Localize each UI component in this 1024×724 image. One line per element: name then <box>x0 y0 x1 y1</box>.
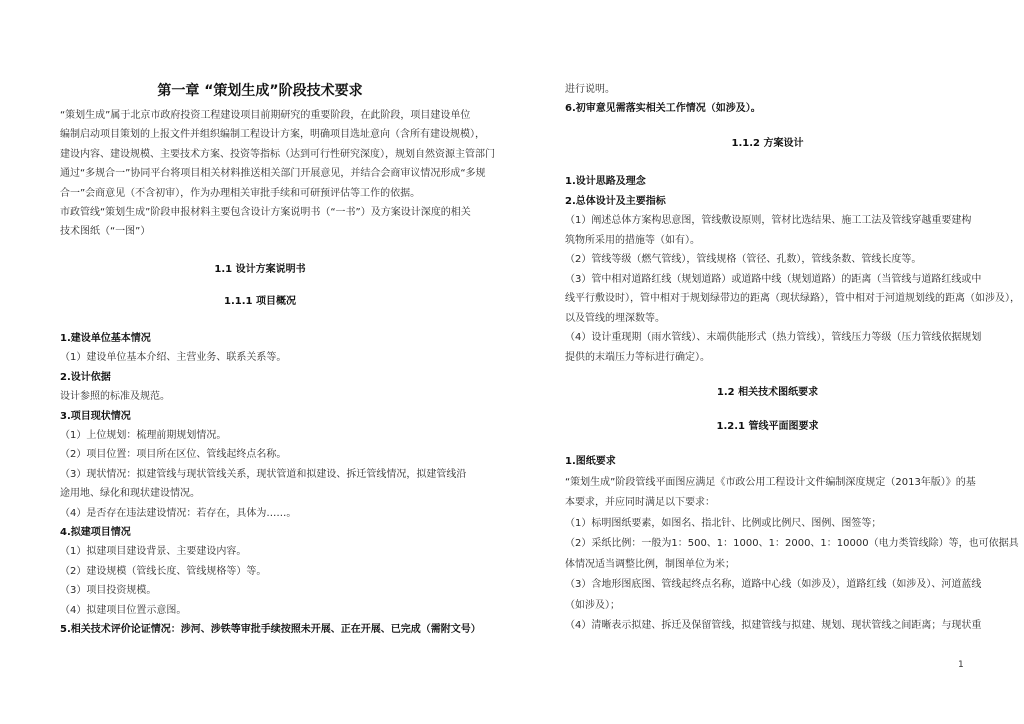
design-line: （4）设计重现期（雨水管线）、末端供能形式（热力管线），管线压力等级（压力管线依据规划 <box>565 332 982 343</box>
requirement-line: 体情况适当调整比例，制图单位为米； <box>565 558 735 570</box>
design-line: 2.总体设计及主要指标 <box>565 195 666 207</box>
section-1-1-1-heading: 1.1.1 项目概况 <box>224 296 296 307</box>
overview-line: （4）是否存在违法建设情况：若存在，具体为……。 <box>60 507 297 519</box>
design-line: 以及管线的埋深数等。 <box>565 312 665 324</box>
section-1-2-heading: 1.2 相关技术图纸要求 <box>716 387 819 398</box>
text-line: 进行说明。 <box>565 84 615 95</box>
page-number: 1 <box>958 660 964 670</box>
requirement-line: （3）含地形图底图、管线起终点名称，道路中心线（如涉及），道路红线（如涉及）、河道蓝线 <box>565 579 982 590</box>
requirement-line: 1.图纸要求 <box>565 456 616 467</box>
text-line: 6.初审意见需落实相关工作情况（如涉及）。 <box>565 103 761 114</box>
section-1-2-1-heading: 1.2.1 管线平面图要求 <box>716 421 819 432</box>
overview-line: （2）建设规模（管线长度、管线规格等）等。 <box>60 565 267 577</box>
intro-line: 通过“多规合一”协同平台将项目相关材料推送相关部门开展意见，并结合会商审议情况形成“多规 <box>60 168 486 180</box>
overview-line: 3.项目现状情况 <box>60 410 131 422</box>
overview-line: （1）上位规划：梳理前期规划情况。 <box>60 430 227 441</box>
section-1-1-2-heading: 1.1.2 方案设计 <box>731 138 804 149</box>
requirement-line: 本要求，并应同时满足以下要求： <box>565 497 715 508</box>
overview-line: 途用地、绿化和现状建设情况。 <box>60 488 200 500</box>
requirement-line: “策划生成”阶段管线平面图应满足《市政公用工程设计文件编制深度规定（2013年版）》的基 <box>565 476 976 488</box>
overview-line: （1）建设单位基本介绍、主营业务、联系关系等。 <box>60 352 287 364</box>
intro-line: 建设内容、建设规模、主要技术方案、投资等指标（达到可行性研究深度），规划自然资源主管部门 <box>60 148 495 160</box>
overview-line: 5.相关技术评价论证情况：涉河、涉铁等审批手续按照未开展、正在开展、已完成（需附文号） <box>60 624 481 635</box>
overview-line: 1.建设单位基本情况 <box>60 333 151 344</box>
intro-line: 合一”会商意见（不含初审），作为办理相关审批手续和可研预评估等工作的依据。 <box>60 187 421 199</box>
design-line: 线平行敷设时），管中相对于规划绿带边的距离（现状绿路），管中相对于河道规划线的距离（如涉及）， <box>565 293 1020 304</box>
design-line: （3）管中相对道路红线（规划道路）或道路中线（规划道路）的距离（当管线与道路红线或中 <box>565 273 982 285</box>
requirement-line: （2）采纸比例：一般为1：500、1：1000、1：2000、1：10000（电力类管线除）等，也可依据具 <box>565 538 1019 549</box>
requirement-line: （如涉及）； <box>565 599 620 611</box>
intro-line: 技术图纸（“一图”） <box>60 226 151 238</box>
design-line: （2）管线等级（燃气管线），管线规格（管径、孔数），管线条数、管线长度等。 <box>565 254 922 265</box>
chapter-title: 第一章 “策划生成”阶段技术要求 <box>157 83 363 99</box>
intro-line: 编制启动项目策划的上报文件并组织编制工程设计方案，明确项目选址意向（含所有建设规模）， <box>60 129 485 141</box>
design-line: 筑物所采用的措施等（如有）。 <box>565 234 700 246</box>
design-line: 提供的末端压力等标进行确定）。 <box>565 351 710 363</box>
overview-line: 2.设计依据 <box>60 371 111 383</box>
intro-line: 市政管线“策划生成”阶段申报材料主要包含设计方案说明书（“一书”）及方案设计深度的相关 <box>60 207 471 218</box>
section-1-1-heading: 1.1 设计方案说明书 <box>214 264 306 275</box>
overview-line: （4）拟建项目位置示意图。 <box>60 604 187 616</box>
design-line: （1）阐述总体方案构思意图，管线敷设原则，管材比选结果、施工工法及管线穿越重要建构 <box>565 215 972 226</box>
overview-line: 设计参照的标准及规范。 <box>60 391 170 403</box>
requirement-line: （1）标明图纸要素，如图名、指北针、比例或比例尺、图例、图签等； <box>565 517 882 529</box>
design-line: 1.设计思路及理念 <box>565 176 646 187</box>
requirement-line: （4）清晰表示拟建、拆迁及保留管线，拟建管线与拟建、规划、现状管线之间距离；与现状重 <box>565 620 982 631</box>
overview-line: （1）拟建项目建设背景、主要建设内容。 <box>60 546 247 558</box>
overview-line: （3）项目投资规模。 <box>60 585 157 597</box>
overview-line: （2）项目位置：项目所在区位、管线起终点名称。 <box>60 449 287 461</box>
overview-line: 4.拟建项目情况 <box>60 527 131 538</box>
overview-line: （3）现状情况：拟建管线与现状管线关系，现状管道和拟建设、拆迁管线情况，拟建管线沿 <box>60 468 467 480</box>
intro-line: “策划生成”属于北京市政府投资工程建设项目前期研究的重要阶段，在此阶段，项目建设单位 <box>60 110 471 121</box>
